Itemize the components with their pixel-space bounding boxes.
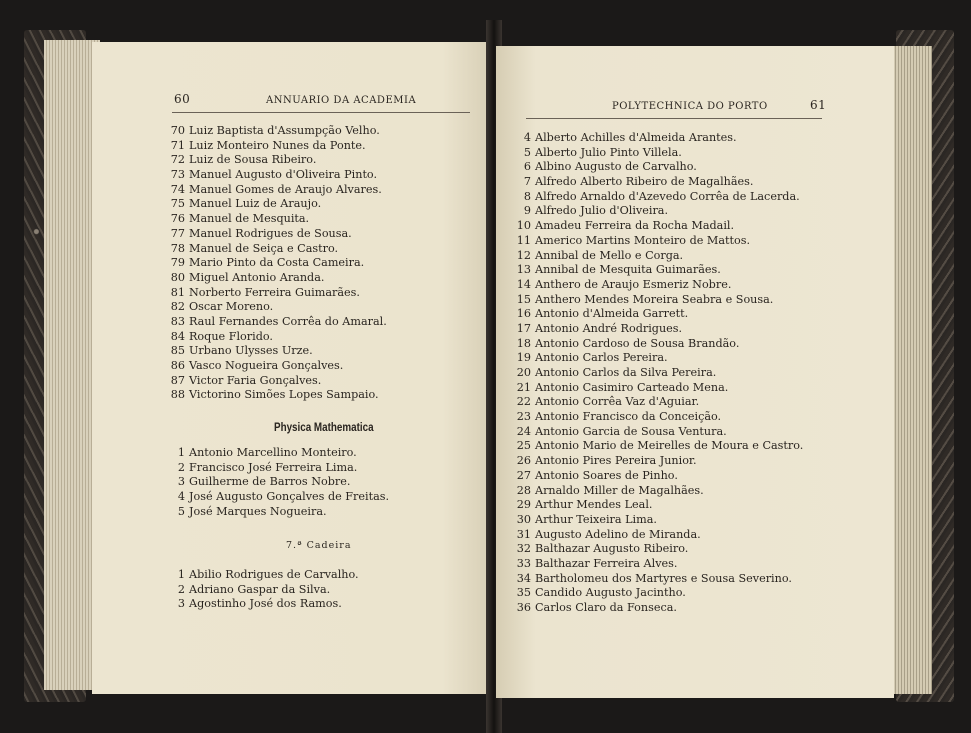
item-name: Norberto Ferreira Guimarães. xyxy=(189,285,360,299)
list-item xyxy=(514,131,803,146)
list-item xyxy=(168,183,387,198)
list-item xyxy=(168,475,389,490)
page-edges-right xyxy=(890,46,932,694)
item-number: 5 xyxy=(523,145,531,159)
item-name: Manuel Gomes de Araujo Alvares. xyxy=(189,182,382,196)
item-name: Antonio Pires Pereira Junior. xyxy=(535,454,697,468)
running-head: POLYTECHNICA DO PORTO xyxy=(612,101,768,112)
item-number: 8 xyxy=(523,189,531,203)
list-item xyxy=(514,498,803,513)
item-name: Abilio Rodrigues de Carvalho. xyxy=(189,568,359,581)
item-name: Antonio Francisco da Conceição. xyxy=(535,410,722,424)
list-item xyxy=(514,249,803,264)
list-item xyxy=(514,381,803,396)
item-name: Guilherme de Barros Nobre. xyxy=(189,475,351,489)
list-item xyxy=(514,175,803,190)
list-item xyxy=(514,190,803,205)
item-number: 17 xyxy=(516,321,531,335)
item-number: 33 xyxy=(516,556,531,570)
item-number: 30 xyxy=(516,512,531,526)
list-item xyxy=(168,344,387,359)
item-name: Americo Martins Monteiro de Mattos. xyxy=(535,233,751,247)
item-name: Annibal de Mesquita Guimarães. xyxy=(535,263,721,277)
item-number: 72 xyxy=(170,153,185,167)
item-name: Victorino Simões Lopes Sampaio. xyxy=(189,388,379,402)
list-item xyxy=(514,484,803,499)
item-name: Luiz Monteiro Nunes da Ponte. xyxy=(189,138,366,152)
item-number: 35 xyxy=(516,586,531,600)
item-number: 36 xyxy=(516,601,531,614)
item-name: Manuel Rodrigues de Sousa. xyxy=(189,226,352,240)
list-item xyxy=(514,572,803,587)
item-name: Albino Augusto de Carvalho. xyxy=(535,160,697,174)
physica-list xyxy=(168,446,389,519)
list-item xyxy=(514,293,803,308)
list-item xyxy=(168,490,389,505)
list-item xyxy=(514,454,803,469)
item-name: Antonio Carlos da Silva Pereira. xyxy=(535,366,717,379)
item-name: Vasco Nogueira Gonçalves. xyxy=(189,359,344,372)
name-list xyxy=(514,131,803,616)
list-item xyxy=(168,446,389,461)
item-number: 29 xyxy=(516,498,531,512)
item-number: 77 xyxy=(170,226,185,240)
item-name: Arnaldo Miller de Magalhães. xyxy=(535,483,704,497)
item-name: Manuel de Mesquita. xyxy=(189,212,310,226)
list-item xyxy=(514,160,803,175)
item-number: 1 xyxy=(177,446,185,459)
item-name: Urbano Ulysses Urze. xyxy=(189,344,313,358)
right-page xyxy=(496,46,894,698)
list-item xyxy=(514,263,803,278)
section-heading: Physica Mathematica xyxy=(274,420,374,434)
item-number: 18 xyxy=(516,336,531,350)
list-item xyxy=(168,388,387,403)
item-name: Luiz Baptista d'Assumpção Velho. xyxy=(189,124,380,137)
list-item xyxy=(168,330,387,345)
item-number: 19 xyxy=(516,351,531,365)
item-name: Balthazar Augusto Ribeiro. xyxy=(535,542,689,556)
list-item xyxy=(168,568,359,583)
item-name: Alfredo Alberto Ribeiro de Magalhães. xyxy=(535,175,754,189)
item-number: 2 xyxy=(177,460,185,474)
item-number: 70 xyxy=(170,124,185,137)
list-item xyxy=(168,374,387,389)
list-item xyxy=(168,124,387,139)
item-name: Antonio Garcia de Sousa Ventura. xyxy=(535,424,727,438)
name-list xyxy=(168,124,387,403)
item-name: Adriano Gaspar da Silva. xyxy=(189,582,331,596)
list-item xyxy=(514,351,803,366)
item-name: Alberto Achilles d'Almeida Arantes. xyxy=(535,131,737,144)
item-name: Arthur Mendes Leal. xyxy=(535,498,653,512)
header-rule xyxy=(172,112,470,113)
item-number: 6 xyxy=(523,160,531,174)
item-name: Antonio Corrêa Vaz d'Aguiar. xyxy=(535,395,700,409)
item-name: José Marques Nogueira. xyxy=(189,504,327,518)
list-item xyxy=(168,315,387,330)
item-number: 27 xyxy=(516,468,531,482)
item-number: 24 xyxy=(516,424,531,438)
item-name: Arthur Teixeira Lima. xyxy=(535,512,657,526)
item-name: Antonio André Rodrigues. xyxy=(535,321,683,335)
item-name: Mario Pinto da Costa Cameira. xyxy=(189,256,365,270)
item-number: 4 xyxy=(523,131,531,144)
item-number: 7 xyxy=(523,175,531,189)
item-name: Antonio Carlos Pereira. xyxy=(535,351,668,365)
list-item xyxy=(514,366,803,381)
item-number: 79 xyxy=(170,256,185,270)
item-number: 71 xyxy=(170,138,185,152)
item-number: 80 xyxy=(170,270,185,284)
list-item xyxy=(514,307,803,322)
page-number: 60 xyxy=(174,92,191,106)
item-number: 73 xyxy=(170,168,185,182)
item-number: 20 xyxy=(516,366,531,379)
item-number: 22 xyxy=(516,395,531,409)
list-item xyxy=(168,212,387,227)
item-number: 4 xyxy=(177,490,185,504)
item-number: 5 xyxy=(177,504,185,518)
item-name: José Augusto Gonçalves de Freitas. xyxy=(189,490,390,504)
list-item xyxy=(514,337,803,352)
item-number: 15 xyxy=(516,292,531,306)
list-item xyxy=(514,425,803,440)
cadeira-list xyxy=(168,568,359,612)
list-item xyxy=(514,557,803,572)
item-number: 76 xyxy=(170,212,185,226)
list-item xyxy=(168,461,389,476)
list-item xyxy=(514,439,803,454)
item-number: 34 xyxy=(516,571,531,585)
item-number: 32 xyxy=(516,542,531,556)
list-item xyxy=(168,505,389,520)
page-number: 61 xyxy=(810,98,827,112)
item-name: Antonio Cardoso de Sousa Brandão. xyxy=(535,336,740,350)
item-name: Antonio Mario de Meirelles de Moura e Castro. xyxy=(535,439,804,453)
item-name: Augusto Adelino de Miranda. xyxy=(535,527,701,541)
list-item xyxy=(514,219,803,234)
list-item xyxy=(168,153,387,168)
item-number: 25 xyxy=(516,439,531,453)
item-number: 84 xyxy=(170,329,185,343)
list-item xyxy=(168,271,387,286)
item-name: Candido Augusto Jacintho. xyxy=(535,586,686,600)
list-item xyxy=(168,139,387,154)
list-item xyxy=(168,359,387,374)
item-number: 88 xyxy=(170,388,185,402)
item-number: 3 xyxy=(177,597,185,611)
item-name: Luiz de Sousa Ribeiro. xyxy=(189,153,317,167)
item-name: Antonio d'Almeida Garrett. xyxy=(535,307,689,321)
list-item xyxy=(514,278,803,293)
list-item xyxy=(514,146,803,161)
running-head: ANNUARIO DA ACADEMIA xyxy=(266,95,417,106)
item-number: 23 xyxy=(516,410,531,424)
item-number: 78 xyxy=(170,241,185,255)
list-item xyxy=(514,395,803,410)
item-number: 16 xyxy=(516,307,531,321)
list-item xyxy=(514,542,803,557)
item-name: Antonio Casimiro Carteado Mena. xyxy=(535,380,729,394)
list-item xyxy=(168,197,387,212)
item-name: Alfredo Arnaldo d'Azevedo Corrêa de Lacerda. xyxy=(535,189,800,203)
item-name: Balthazar Ferreira Alves. xyxy=(535,556,678,570)
item-number: 10 xyxy=(516,219,531,233)
item-name: Annibal de Mello e Corga. xyxy=(535,248,684,262)
item-number: 86 xyxy=(170,359,185,372)
item-number: 85 xyxy=(170,344,185,358)
list-item xyxy=(514,528,803,543)
item-number: 21 xyxy=(516,380,531,394)
item-name: Alfredo Julio d'Oliveira. xyxy=(535,204,669,218)
item-number: 14 xyxy=(516,277,531,291)
item-name: Roque Florido. xyxy=(189,329,273,343)
left-page xyxy=(92,42,490,694)
list-item xyxy=(514,410,803,425)
list-item xyxy=(168,300,387,315)
item-number: 1 xyxy=(177,568,185,581)
item-name: Antonio Marcellino Monteiro. xyxy=(189,446,357,459)
item-number: 75 xyxy=(170,197,185,211)
item-number: 81 xyxy=(170,285,185,299)
section-subheading: 7.ª Cadeira xyxy=(286,540,352,551)
list-item xyxy=(514,586,803,601)
item-name: Bartholomeu dos Martyres e Sousa Severino. xyxy=(535,571,792,585)
item-name: Manuel Augusto d'Oliveira Pinto. xyxy=(189,168,378,182)
list-item xyxy=(168,168,387,183)
item-number: 82 xyxy=(170,300,185,314)
list-item xyxy=(514,204,803,219)
item-number: 13 xyxy=(516,263,531,277)
list-item xyxy=(514,234,803,249)
list-item xyxy=(168,227,387,242)
item-number: 26 xyxy=(516,454,531,468)
item-number: 31 xyxy=(516,527,531,541)
item-name: Amadeu Ferreira da Rocha Madail. xyxy=(535,219,735,233)
item-name: Carlos Claro da Fonseca. xyxy=(535,601,677,614)
item-number: 12 xyxy=(516,248,531,262)
item-name: Antonio Soares de Pinho. xyxy=(535,468,678,482)
item-number: 74 xyxy=(170,182,185,196)
list-item xyxy=(168,286,387,301)
item-name: Francisco José Ferreira Lima. xyxy=(189,460,358,474)
item-number: 11 xyxy=(516,233,531,247)
item-number: 83 xyxy=(170,314,185,328)
item-number: 3 xyxy=(177,475,185,489)
item-number: 28 xyxy=(516,483,531,497)
list-item xyxy=(168,583,359,598)
list-item xyxy=(168,597,359,612)
list-item xyxy=(514,322,803,337)
item-name: Agostinho José dos Ramos. xyxy=(189,597,342,611)
item-name: Manuel Luiz de Araujo. xyxy=(189,197,322,211)
list-item xyxy=(168,242,387,257)
item-number: 9 xyxy=(523,204,531,218)
list-item xyxy=(514,513,803,528)
item-name: Anthero de Araujo Esmeriz Nobre. xyxy=(535,277,732,291)
item-name: Raul Fernandes Corrêa do Amaral. xyxy=(189,314,387,328)
item-number: 87 xyxy=(170,373,185,387)
item-name: Oscar Moreno. xyxy=(189,300,274,314)
item-name: Alberto Julio Pinto Villela. xyxy=(535,145,682,159)
list-item xyxy=(168,256,387,271)
item-name: Victor Faria Gonçalves. xyxy=(189,373,322,387)
header-rule xyxy=(526,118,822,119)
item-name: Miguel Antonio Aranda. xyxy=(189,270,325,284)
list-item xyxy=(514,601,803,616)
item-name: Manuel de Seiça e Castro. xyxy=(189,241,339,255)
item-number: 2 xyxy=(177,582,185,596)
list-item xyxy=(514,469,803,484)
item-name: Anthero Mendes Moreira Seabra e Sousa. xyxy=(535,292,774,306)
